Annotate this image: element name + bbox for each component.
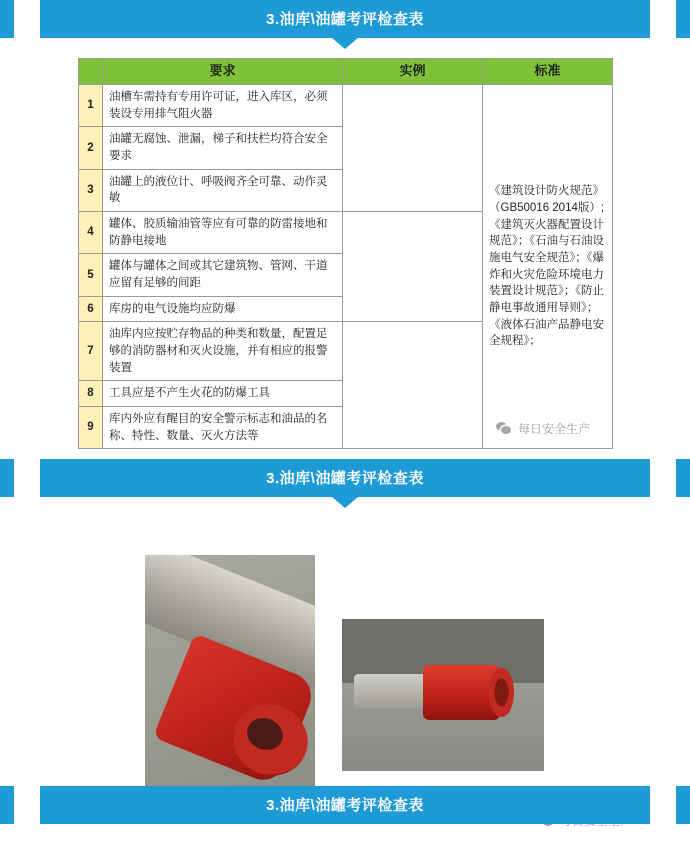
section-banner-2 — [0, 459, 690, 497]
table-header-row — [79, 59, 613, 85]
section-photos — [0, 459, 690, 819]
checklist-table-wrapper — [78, 58, 612, 449]
row-requirement: 库内外应有醒目的安全警示标志和油品的名称、特性、数量、灭火方法等 — [103, 407, 343, 449]
row-requirement: 库房的电气设施均应防爆 — [103, 296, 343, 322]
header-requirement: 要求 — [103, 59, 343, 85]
example-cell-1 — [343, 85, 483, 212]
account-watermark-1 — [496, 420, 590, 437]
row-requirement: 油罐无腐蚀、泄漏，梯子和扶栏均符合安全要求 — [103, 127, 343, 169]
photo-flame-arrester-wall — [342, 619, 544, 771]
table-row — [79, 85, 613, 127]
row-requirement: 罐体与罐体之间或其它建筑物、管网、干道应留有足够的间距 — [103, 254, 343, 296]
row-number: 6 — [79, 296, 103, 322]
banner-notch-right — [650, 786, 676, 824]
row-number: 9 — [79, 407, 103, 449]
header-standard: 标准 — [483, 59, 613, 85]
example-cell-2 — [343, 212, 483, 322]
banner-arrow-1 — [332, 38, 358, 49]
section-banner-2-title: 3.油库\油罐考评检查表 — [266, 470, 424, 488]
row-number: 8 — [79, 381, 103, 407]
flange-opening — [489, 668, 513, 717]
row-number: 3 — [79, 169, 103, 211]
wechat-icon — [496, 422, 512, 435]
row-requirement: 罐体、胶质输油管等应有可靠的防雷接地和防静电接地 — [103, 212, 343, 254]
banner-notch-right — [650, 0, 676, 38]
section-footer — [0, 786, 690, 824]
section-banner-1 — [0, 0, 690, 38]
row-requirement: 油库内应按贮存物品的种类和数量，配置足够的消防器材和灭火设施，并有相应的报警装置 — [103, 322, 343, 381]
example-cell-3 — [343, 322, 483, 449]
banner-notch-left — [14, 0, 40, 38]
section-banner-3-title: 3.油库\油罐考评检查表 — [266, 797, 424, 814]
standards-cell: 《建筑设计防火规范》（GB50016 2014版）;《建筑灭火器配置设计规范》；《石油与石油设施电气安全规范》；《爆炸和火灾危险环境电力装置设计规范》；《防止静电事故通用导则》；《液体石油产品静电安全规程》； — [483, 85, 613, 449]
row-number: 1 — [79, 85, 103, 127]
row-requirement: 工具应是不产生火花的防爆工具 — [103, 381, 343, 407]
section-banner-1-title: 3.油库\油罐考评检查表 — [266, 11, 424, 28]
row-requirement: 油罐上的液位计、呼吸阀齐全可靠、动作灵敏 — [103, 169, 343, 211]
row-number: 7 — [79, 322, 103, 381]
checklist-table — [78, 58, 613, 449]
flame-arrester-body — [423, 665, 500, 720]
header-num — [79, 59, 103, 85]
row-number: 2 — [79, 127, 103, 169]
banner-notch-right — [650, 459, 676, 497]
row-number: 4 — [79, 212, 103, 254]
header-example: 实例 — [343, 59, 483, 85]
account-name: 每日安全生产 — [517, 422, 590, 437]
banner-notch-left — [14, 459, 40, 497]
row-requirement: 油槽车需持有专用许可证，进入库区，必须装设专用排气阻火器 — [103, 85, 343, 127]
banner-notch-left — [14, 786, 40, 824]
row-number: 5 — [79, 254, 103, 296]
section-banner-3 — [0, 786, 690, 824]
photo-flame-arrester-large — [145, 555, 315, 789]
